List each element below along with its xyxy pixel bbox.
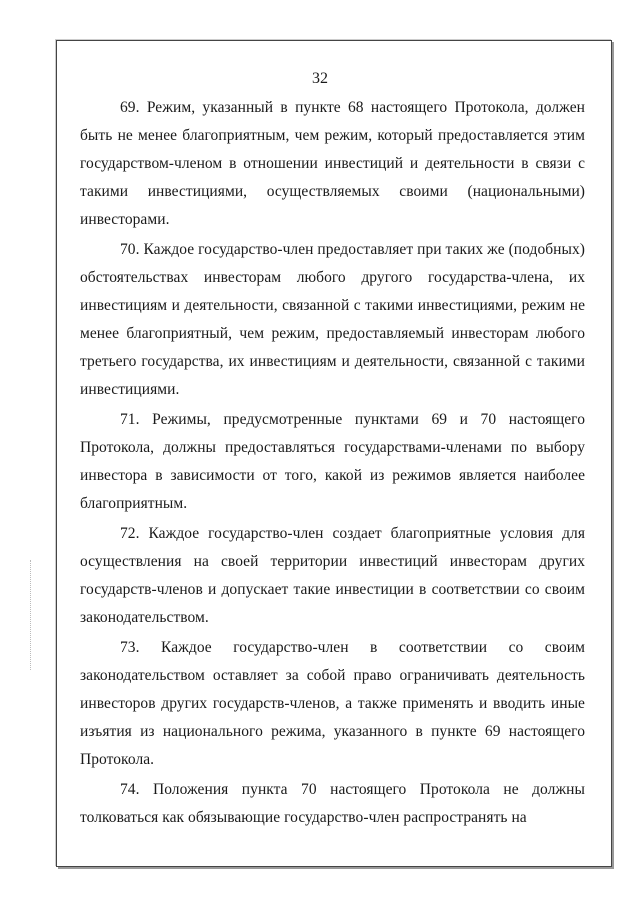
paragraph-72: 72. Каждое государство-член создает благоприятные условия для осуществления на своей территории инвестиций инвесторам других государств-членов и допускает такие инвестиции в соответствии со своим законодательством. (80, 525, 585, 626)
paragraph-71: 71. Режимы, предусмотренные пунктами 69 и 70 настоящего Протокола, должны предоставляться государствами-членами по выбору инвестора в зависимости от того, какой из режимов является наиболее благоприятным. (80, 411, 585, 512)
paragraph-70: 70. Каждое государство-член предоставляет при таких же (подобных) обстоятельствах инвесторам любого другого государства-члена, их инвестициям и деятельности, связанной с такими инвестициями, режим не менее благоприятный, чем режим, предоставляемый инвесторам любого третьего государства, их инвестициям и деятельности, связанной с такими инвестициями. (80, 241, 585, 398)
paragraph-69: 69. Режим, указанный в пункте 68 настоящего Протокола, должен быть не менее благоприятным, чем режим, который предоставляется этим государством-членом в отношении инвестиций и деятельности в связи с такими инвестициями, осуществляемых своими (национальными) инвесторами. (80, 99, 585, 228)
page-number: 32 (312, 70, 328, 87)
document-body (80, 94, 585, 832)
paragraph-74: 74. Положения пункта 70 настоящего Протокола не должны толковаться как обязывающие государство-член распространять на (80, 781, 585, 826)
paragraph-73: 73. Каждое государство-член в соответствии со своим законодательством оставляет за собой право ограничивать деятельность инвесторов других государств-членов, а также применять и вводить иные изъятия из национального режима, указанного в пункте 69 настоящего Протокола. (80, 639, 585, 768)
scan-artifact-line (30, 560, 32, 670)
